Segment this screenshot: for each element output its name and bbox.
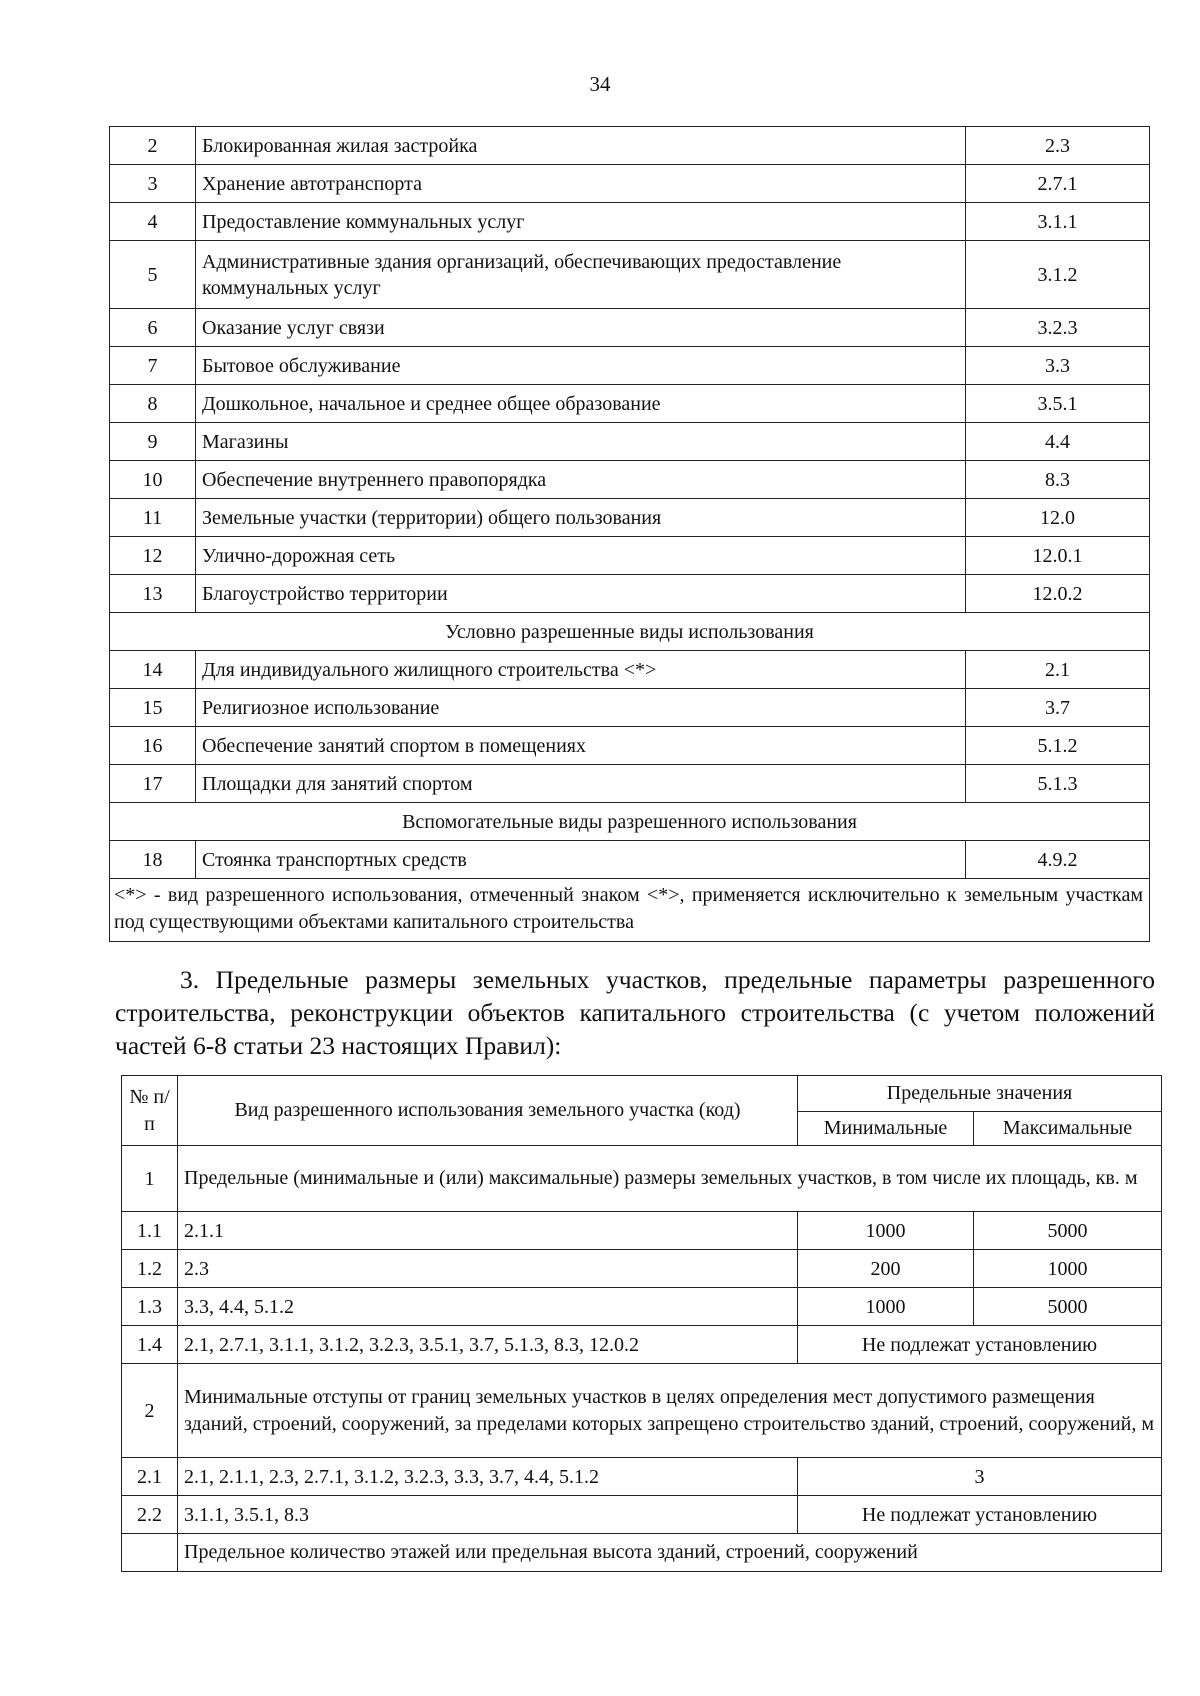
row-name: Оказание услуг связи [196,309,966,347]
row-name: Благоустройство территории [196,575,966,613]
row-value: 3 [798,1458,1162,1496]
table-row [110,651,1150,689]
row-min: 1000 [798,1288,974,1326]
table-row [122,1326,1162,1364]
row-num [122,1534,178,1572]
header-min: Минимальные [798,1112,974,1146]
row-num: 1.1 [122,1212,178,1250]
row-code: 12.0.2 [966,575,1150,613]
group-row [122,1364,1162,1458]
footnote-row [110,879,1150,942]
row-code: 3.1.2 [966,241,1150,309]
row-name: Земельные участки (территории) общего пользования [196,499,966,537]
row-codes: 2.1, 2.7.1, 3.1.1, 3.1.2, 3.2.3, 3.5.1, 3.7, 5.1.3, 8.3, 12.0.2 [178,1326,798,1364]
row-name: Предоставление коммунальных услуг [196,203,966,241]
table-row [110,165,1150,203]
footnote: <*> - вид разрешенного использования, отмеченный знаком <*>, применяется исключительно к земельным участкам под существующими объектами капитального строительства [110,879,1150,942]
row-code: 12.0.1 [966,537,1150,575]
row-code: 3.1.1 [966,203,1150,241]
row-name: Бытовое обслуживание [196,347,966,385]
table-row [110,347,1150,385]
row-num: 17 [110,765,196,803]
group-row [122,1534,1162,1572]
row-name: Обеспечение занятий спортом в помещениях [196,727,966,765]
table-header-row [122,1076,1162,1112]
row-code: 5.1.2 [966,727,1150,765]
header-num: № п/п [122,1076,178,1146]
section-auxiliary [110,803,1150,841]
row-num: 18 [110,841,196,879]
group-row [122,1146,1162,1212]
row-num: 1.4 [122,1326,178,1364]
row-num: 2.1 [122,1458,178,1496]
row-codes: 2.1.1 [178,1212,798,1250]
row-code: 2.7.1 [966,165,1150,203]
group-title: Минимальные отступы от границ земельных участков в целях определения мест допустимого размещения зданий, строений, сооружений, за пределами которых запрещено строительство зданий, строений, сооружений, м [178,1364,1162,1458]
row-code: 8.3 [966,461,1150,499]
table-row [110,841,1150,879]
row-name: Блокированная жилая застройка [196,127,966,165]
row-code: 5.1.3 [966,765,1150,803]
row-code: 3.7 [966,689,1150,727]
limit-parameters-table [121,1075,1162,1572]
table-row [110,727,1150,765]
page-number: 34 [589,72,611,96]
section-3-paragraph [115,963,1155,1062]
row-codes: 2.3 [178,1250,798,1288]
row-num: 2 [110,127,196,165]
row-num: 2 [122,1364,178,1458]
row-num: 6 [110,309,196,347]
row-num: 16 [110,727,196,765]
row-max: 1000 [974,1250,1162,1288]
row-name: Улично-дорожная сеть [196,537,966,575]
row-codes: 3.1.1, 3.5.1, 8.3 [178,1496,798,1534]
table-row [110,537,1150,575]
table-row [110,309,1150,347]
row-code: 3.5.1 [966,385,1150,423]
row-num: 7 [110,347,196,385]
table-row [110,423,1150,461]
row-max: 5000 [974,1212,1162,1250]
row-num: 14 [110,651,196,689]
section-auxiliary-title: Вспомогательные виды разрешенного использования [110,803,1150,841]
row-min: 200 [798,1250,974,1288]
section-3-text: 3. Предельные размеры земельных участков, предельные параметры разрешенного строительства, реконструкции объектов капитального строительства (с учетом положений частей 6-8 статьи 23 настоящих Правил): [115,965,1155,1060]
row-name: Для индивидуального жилищного строительства <*> [196,651,966,689]
row-num: 13 [110,575,196,613]
row-codes: 3.3, 4.4, 5.1.2 [178,1288,798,1326]
row-num: 12 [110,537,196,575]
table-row [110,385,1150,423]
header-max: Максимальные [974,1112,1162,1146]
table-row [122,1212,1162,1250]
table-row [122,1496,1162,1534]
table-row [110,461,1150,499]
header-type: Вид разрешенного использования земельного участка (код) [178,1076,798,1146]
row-code: 2.3 [966,127,1150,165]
row-num: 1 [122,1146,178,1212]
row-num: 10 [110,461,196,499]
row-num: 1.3 [122,1288,178,1326]
row-num: 3 [110,165,196,203]
row-code: 3.2.3 [966,309,1150,347]
section-conditional [110,613,1150,651]
row-name: Административные здания организаций, обеспечивающих предоставление коммунальных услуг [196,241,966,309]
row-num: 4 [110,203,196,241]
row-code: 2.1 [966,651,1150,689]
row-name: Магазины [196,423,966,461]
table-row [122,1458,1162,1496]
row-name: Стоянка транспортных средств [196,841,966,879]
table-row [110,689,1150,727]
group-title: Предельное количество этажей или предельная высота зданий, строений, сооружений [178,1534,1162,1572]
row-name: Дошкольное, начальное и среднее общее образование [196,385,966,423]
row-code: 12.0 [966,499,1150,537]
row-num: 11 [110,499,196,537]
table-row [122,1250,1162,1288]
row-value: Не подлежат установлению [798,1496,1162,1534]
row-num: 9 [110,423,196,461]
section-conditional-title: Условно разрешенные виды использования [110,613,1150,651]
row-num: 1.2 [122,1250,178,1288]
row-num: 8 [110,385,196,423]
row-codes: 2.1, 2.1.1, 2.3, 2.7.1, 3.1.2, 3.2.3, 3.3, 3.7, 4.4, 5.1.2 [178,1458,798,1496]
row-code: 4.9.2 [966,841,1150,879]
table-row [110,765,1150,803]
row-num: 5 [110,241,196,309]
row-code: 3.3 [966,347,1150,385]
row-num: 2.2 [122,1496,178,1534]
row-value: Не подлежат установлению [798,1326,1162,1364]
row-name: Обеспечение внутреннего правопорядка [196,461,966,499]
row-min: 1000 [798,1212,974,1250]
table-row [110,203,1150,241]
table-row [110,499,1150,537]
row-name: Хранение автотранспорта [196,165,966,203]
group-title: Предельные (минимальные и (или) максимальные) размеры земельных участков, в том числе их площадь, кв. м [178,1146,1162,1212]
row-code: 4.4 [966,423,1150,461]
row-name: Площадки для занятий спортом [196,765,966,803]
table-row [122,1288,1162,1326]
header-limits: Предельные значения [798,1076,1162,1112]
row-max: 5000 [974,1288,1162,1326]
land-use-types-table [109,126,1150,942]
table-row [110,241,1150,309]
table-row [110,575,1150,613]
row-num: 15 [110,689,196,727]
row-name: Религиозное использование [196,689,966,727]
table-row [110,127,1150,165]
